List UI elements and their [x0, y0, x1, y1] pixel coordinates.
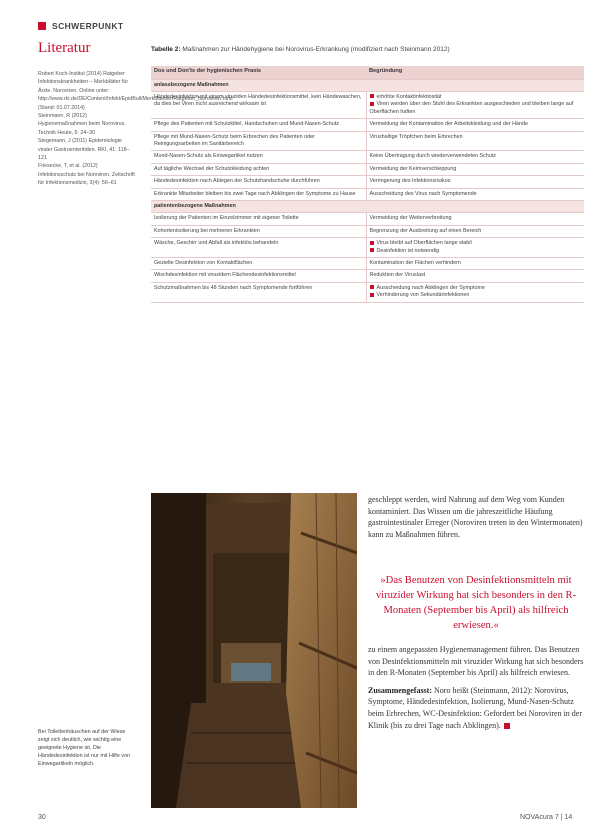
reason-item — [370, 240, 582, 247]
reason-item — [370, 166, 582, 173]
reason-cell — [366, 238, 584, 258]
table-header-row — [151, 66, 584, 79]
outhouse-photo — [151, 493, 357, 808]
reason-cell — [366, 282, 584, 302]
measure-cell: Pflege des Patienten mit Schutzkittel, Handschuhen und Mund-Nasen-Schutz — [151, 119, 366, 131]
table-row — [151, 270, 584, 282]
table-row — [151, 151, 584, 163]
reason-item — [370, 153, 582, 160]
summary-text: Noro heißt (Steinmann, 2012): Norovirus, Symptome, Händedesinfektion, Isolierung, Mund-Nasen-Schutz beim Erbrechen, WC-Desinfektion: Gefordert bei Noroviren in der Klinik (bis zu drei Tage nach Abklingen). — [368, 685, 582, 730]
section-label: SCHWERPUNKT — [52, 21, 124, 31]
measure-cell: Isolierung der Patienten im Einzelzimmer mit eigener Toilette — [151, 213, 366, 225]
measure-cell: Kohortenisolierung bei mehreren Erkrankten — [151, 225, 366, 237]
section-header — [38, 21, 123, 31]
reason-item — [370, 292, 582, 299]
table-row — [151, 238, 584, 258]
reason-text: Ausscheidung nach Abklingen der Symptome — [376, 284, 485, 291]
reason-cell — [366, 213, 584, 225]
reason-item — [370, 285, 582, 292]
table-title — [151, 46, 583, 53]
magazine-name: NOVAcura 7 | 14 — [520, 814, 573, 821]
bullet-marker — [370, 293, 374, 297]
table-header-measure: Dos und Don'ts der hygienischen Praxis — [151, 66, 366, 79]
reason-text: Ausscheidung des Virus nach Symptomende — [369, 190, 477, 197]
literature-entry: Robert Koch-Institut (2014) Ratgeber Infektionskrankheiten – Merkblätter für Ärzte. Noroviren. Online unter: http://www.rki.de/DE/Content/Infekt/EpidBull/Merkblaetter/Ratgeber_Noroviren.html (Stand: 01.07.2014) — [38, 71, 233, 111]
reason-text: Viren werden über den Stuhl des Erkrankten ausgeschieden und bleiben lange auf Oberflächen haften — [369, 101, 574, 115]
literature-entry: Friesecke, T, et al. (2012) Infektionsschutz bei Noroviren. Zeitschrift für Infektionsmedizin, 3(4): 56–61 — [38, 163, 135, 187]
table-row — [151, 131, 584, 151]
reason-text: Verringerung des Infektionsrisikos — [369, 178, 451, 185]
table-row — [151, 258, 584, 270]
table-row — [151, 163, 584, 175]
reason-text: Kontamination der Flächen verhindern — [369, 260, 461, 266]
table-section-label: anlassbezogene Maßnahmen — [151, 79, 584, 91]
reason-item — [370, 94, 582, 101]
measure-cell: Gezielte Desinfektion von Kontaktflächen — [151, 258, 366, 270]
table-row — [151, 282, 584, 302]
summary-paragraph — [368, 685, 584, 731]
reason-text: Keine Übertragung durch wiederverwendeten Schutz — [369, 153, 496, 160]
literature-title: Literatur — [38, 40, 91, 56]
reason-cell — [366, 176, 584, 188]
reason-cell — [366, 163, 584, 175]
table-row — [151, 91, 584, 118]
table-row — [151, 188, 584, 200]
photo-caption: Bei Toilettenhäuschen auf der Wiese zeigt sich deutlich, wie wichtig eine geeignete Hygiene ist. Die Händedesinfektion ist nur mit Hilfe von Einwegartikeln möglich. — [38, 729, 130, 767]
reason-cell — [366, 151, 584, 163]
measure-cell: Händedesinfektion mit einem viruziden Händedesinfektionsmittel, kein Händewaschen, da dies bei Viren nicht ausreichend wirksam ist — [151, 91, 366, 118]
reason-item — [370, 248, 582, 255]
measure-cell: Schutzmaßnahmen bis 48 Stunden nach Symptomende fortführen — [151, 282, 366, 302]
table-row — [151, 119, 584, 131]
body-text-top: geschleppt werden, wird Nahrung auf dem Weg vom Kunden kontaminiert. Das Wissen um die jahreszeitliche Häufung gastrointestinaler Erreger (Noroviren treten in den Wintermonaten) kann zu Maßnahmen führen. — [368, 495, 583, 539]
page-number: 30 — [38, 814, 46, 821]
table-row — [151, 176, 584, 188]
table-row — [151, 225, 584, 237]
measure-cell: Erkrankte Mitarbeiter bleiben bis zwei Tage nach Abklingen der Symptome zu Hause — [151, 188, 366, 200]
reason-text: Virus bleibt auf Oberflächen lange stabil — [376, 240, 472, 247]
measure-cell: Wäsche, Geschirr und Abfall als infektiös behandeln — [151, 238, 366, 258]
reason-text: Begrenzung der Ausbreitung auf einen Bereich — [369, 227, 482, 234]
reason-cell — [366, 225, 584, 237]
hygiene-table — [151, 66, 584, 303]
reason-cell — [366, 270, 584, 282]
reason-text: Desinfektion ist notwendig — [376, 247, 440, 254]
table-section-row — [151, 79, 584, 91]
reason-item — [370, 260, 582, 267]
reason-text: Vermeidung der Weiterverbreitung — [369, 215, 452, 222]
section-marker — [38, 22, 46, 30]
table-section-row — [151, 200, 584, 212]
measure-cell: Pflege mit Mund-Nasen-Schutz beim Erbrechen des Patienten oder Reinigungsarbeiten im Sanitärbereich — [151, 131, 366, 151]
reason-cell — [366, 131, 584, 151]
reason-text: Verhinderung von Sekundärinfektionen — [376, 292, 470, 299]
reason-item — [370, 272, 582, 279]
measure-cell: Mund-Nasen-Schutz als Einwegartikel nutzen — [151, 151, 366, 163]
bullet-marker — [370, 285, 374, 289]
reason-text: Reduktion der Viruslast — [369, 272, 426, 279]
end-marker — [504, 723, 510, 729]
literature-entry: Steinmann, R (2012) Hygienemaßnahmen beim Norovirus. Technik Heute, 6: 24–30 — [38, 113, 126, 136]
body-text-mid — [368, 644, 584, 731]
measure-cell: Händedesinfektion nach Ablegen der Schutzhandschuhe durchführen — [151, 176, 366, 188]
reason-cell — [366, 188, 584, 200]
reason-item — [370, 228, 582, 235]
pull-quote: »Das Benutzen von Desinfektionsmitteln mit viruzider Wirkung hat sich besonders in den R-Monaten (September bis April) als hilfreich erwiesen.« — [375, 575, 577, 631]
measure-cell: Wischdesinfektion mit viruzidem Flächendesinfektionsmittel — [151, 270, 366, 282]
bullet-marker — [370, 102, 374, 106]
reason-text: erhöhte Kontaktinfektiosität — [376, 93, 442, 100]
table-header-reason: Begründung — [366, 66, 584, 79]
literature-entry: Stegemann, J (2011) Epidemiologie viraler Gastroenteritiden. RKI, 41: 118–121 — [38, 138, 130, 162]
reason-text: Vermeidung der Keimverschleppung — [369, 165, 457, 172]
reason-cell — [366, 91, 584, 118]
reason-item — [370, 121, 582, 128]
reason-item — [370, 191, 582, 198]
bullet-marker — [370, 241, 374, 245]
reason-item — [370, 215, 582, 222]
table-title-text: Maßnahmen zur Händehygiene bei Norovirus-Erkrankung (modifiziert nach Steinmann 2012) — [180, 46, 450, 53]
reason-text: Virushaltige Tröpfchen beim Erbrechen — [369, 133, 463, 140]
body-paragraph: zu einem angepassten Hygienemanagement führen. Das Benutzen von Desinfektionsmitteln mit viruzider Wirkung hat sich besonders in den R-Monaten (September bis April) als hilfreich erwiesen. — [368, 645, 584, 678]
measure-cell: Auf tägliche Wechsel der Schutzkleidung achten — [151, 163, 366, 175]
bullet-marker — [370, 94, 374, 98]
reason-item — [370, 134, 582, 141]
reason-item — [370, 178, 582, 185]
table-section-label: patientenbezogene Maßnahmen — [151, 200, 584, 212]
table-title-label: Tabelle 2: — [151, 46, 181, 53]
reason-cell — [366, 119, 584, 131]
reason-cell — [366, 258, 584, 270]
table-row — [151, 213, 584, 225]
summary-label: Zusammengefasst: — [368, 685, 432, 695]
bullet-marker — [370, 248, 374, 252]
reason-item — [370, 101, 582, 116]
reason-text: Vermeidung der Kontamination der Arbeitskleidung und der Hände — [369, 121, 529, 128]
